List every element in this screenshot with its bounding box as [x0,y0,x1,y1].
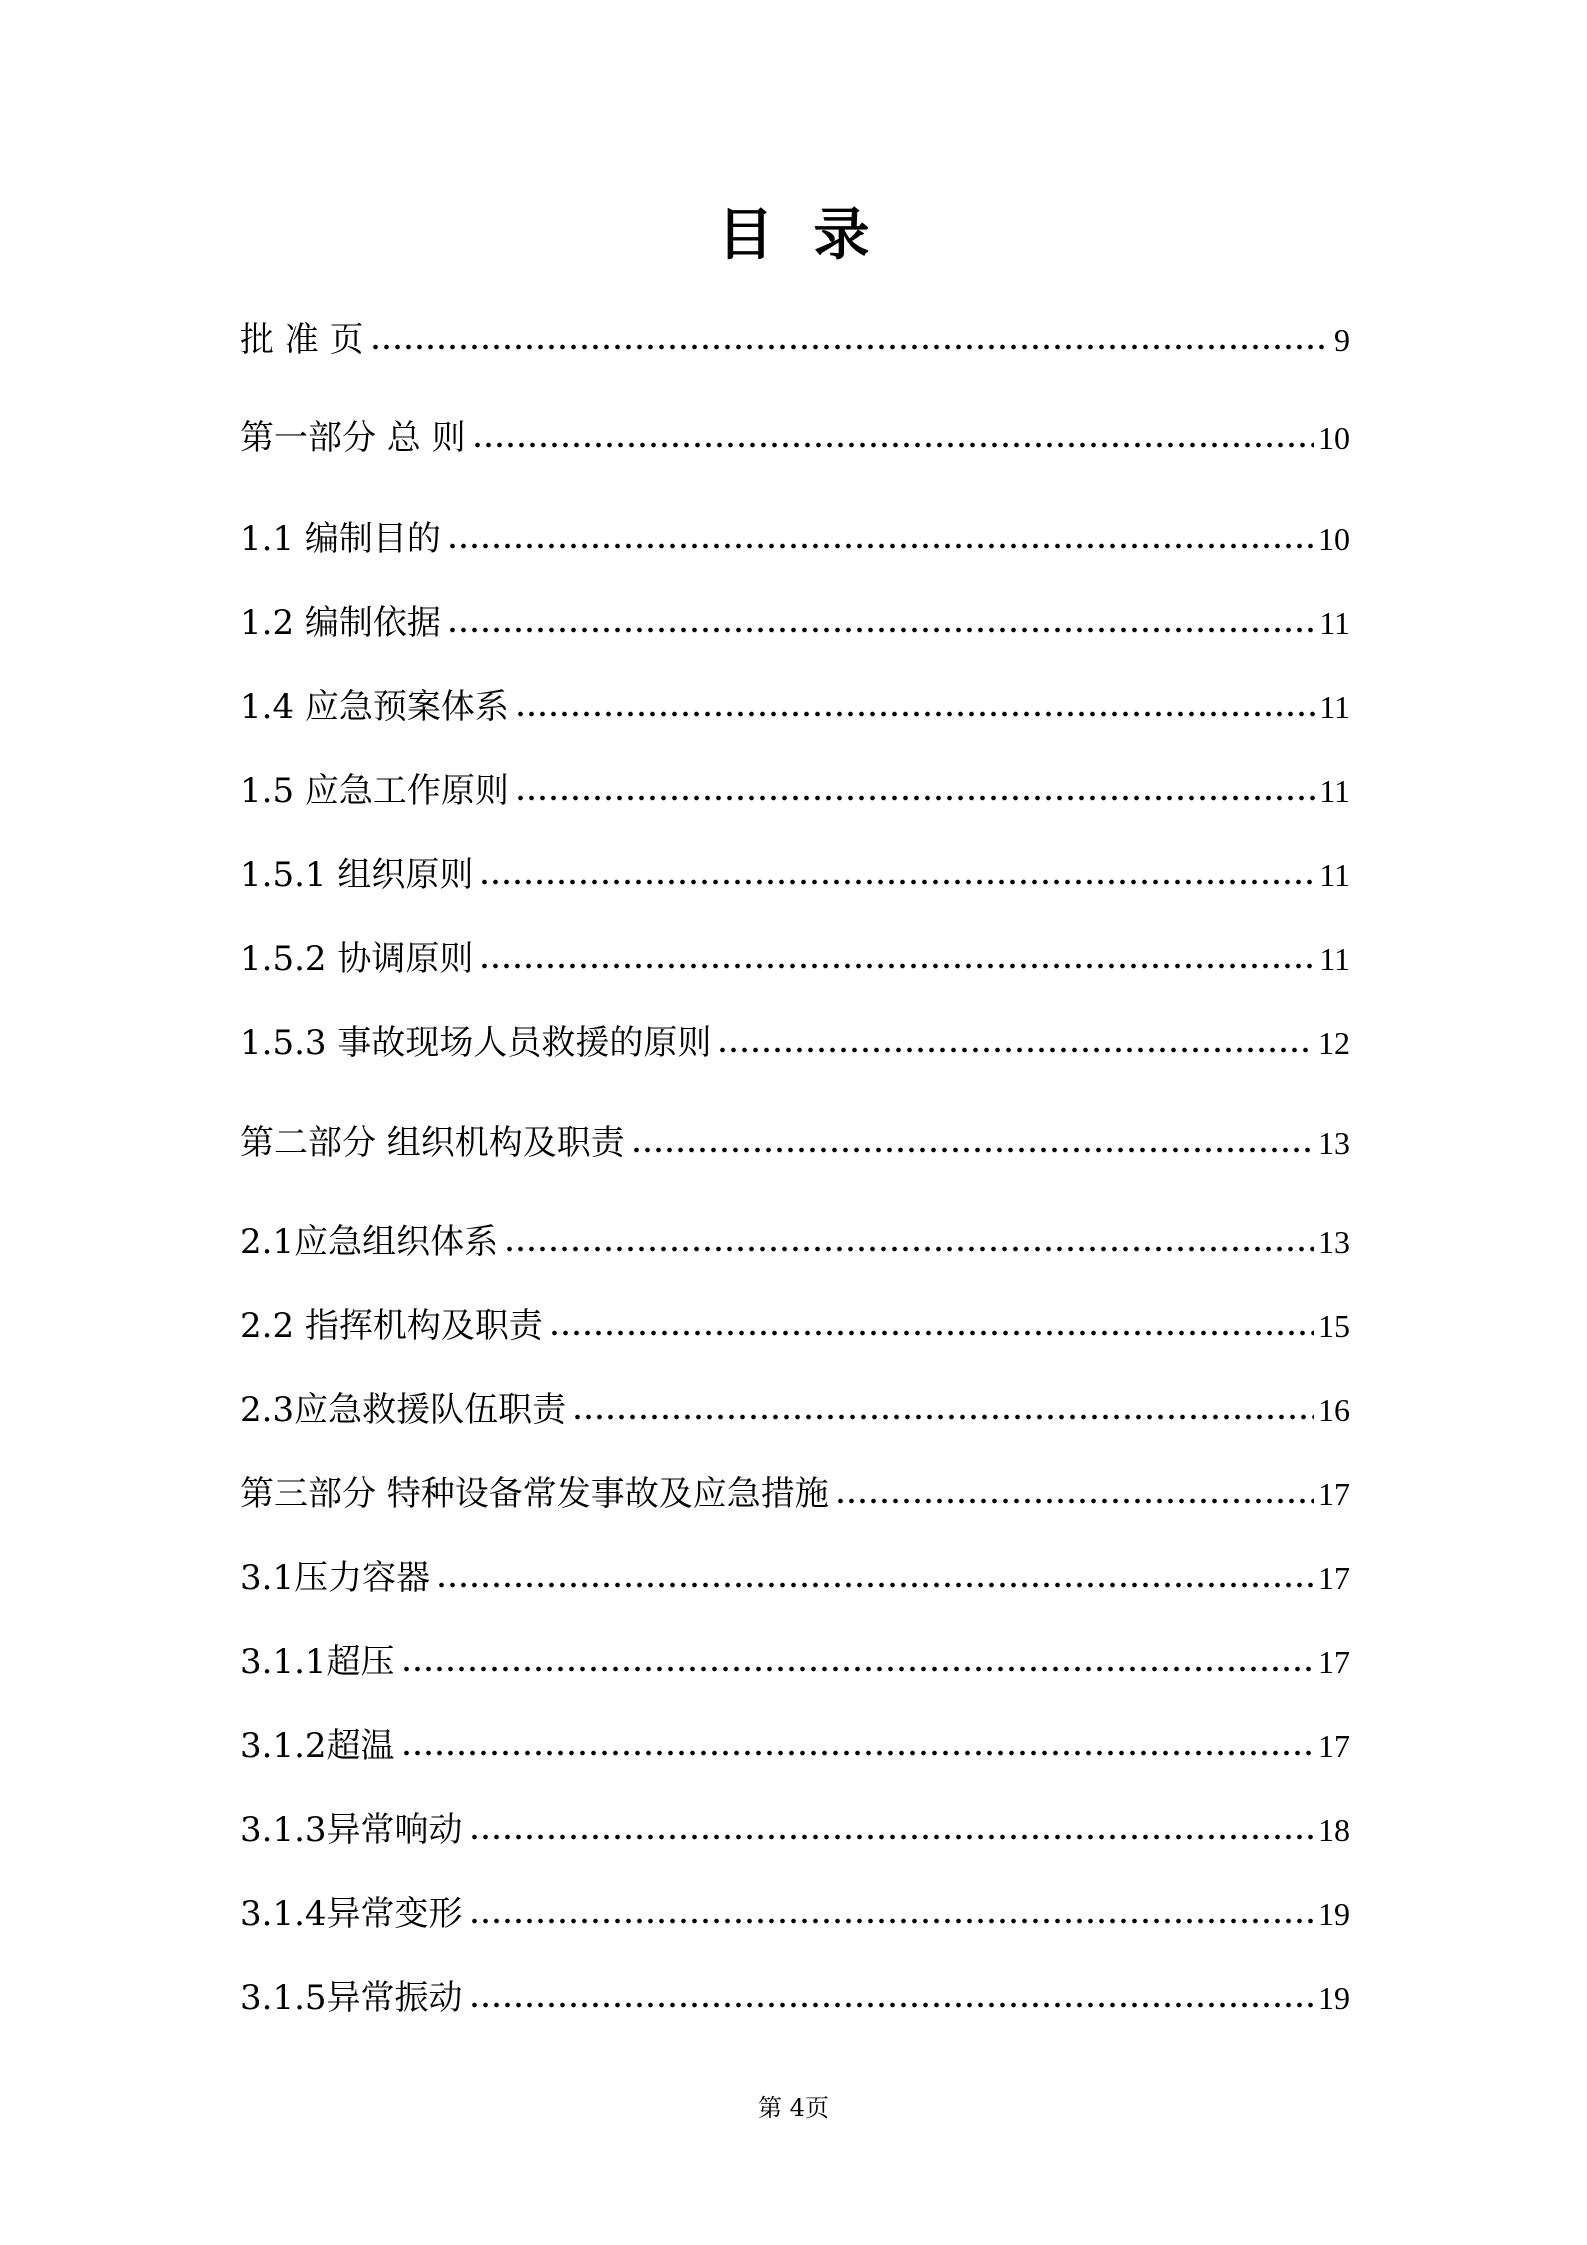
toc-entry[interactable] [240,1375,1350,1435]
toc-entry-label: 1.1 编制目的 [240,519,441,559]
toc-entry-label: 第二部分 组织机构及职责 [240,1123,625,1163]
toc-entry[interactable] [240,1459,1350,1519]
toc-entry-page: 17 [1318,1560,1350,1596]
toc-entry-label: 第三部分 特种设备常发事故及应急措施 [240,1474,829,1514]
toc-entry-label: 1.4 应急预案体系 [240,687,509,727]
toc-entry-label: 2.1应急组织体系 [240,1222,499,1262]
toc-entry[interactable] [240,924,1350,984]
toc-entry[interactable] [240,1008,1350,1068]
toc-entry-page: 10 [1318,420,1350,456]
toc-entry-label: 1.5.3 事故现场人员救援的原则 [240,1023,712,1063]
toc-entry[interactable] [240,1627,1350,1687]
toc-entry[interactable] [240,672,1350,732]
dot-leader [549,1327,1314,1339]
toc-entry[interactable] [240,504,1350,564]
dot-leader [469,1999,1314,2011]
dot-leader [479,876,1315,888]
dot-leader [515,708,1315,720]
toc-entry-label: 1.5.1 组织原则 [240,855,474,895]
toc-entry-label: 1.2 编制依据 [240,603,441,643]
dot-leader [504,1243,1314,1255]
toc-entry-label: 3.1.3异常响动 [240,1810,463,1850]
dot-leader [472,439,1314,451]
toc-entry-label: 批 准 页 [240,320,364,360]
toc-entry[interactable] [240,1963,1350,2023]
dot-leader [401,1663,1314,1675]
toc-entry[interactable] [240,1795,1350,1855]
toc-entry-page: 17 [1318,1644,1350,1680]
toc-entry-label: 3.1.2超温 [240,1726,395,1766]
toc-entry-page: 19 [1318,1980,1350,2016]
toc-entry-label: 3.1.1超压 [240,1642,395,1682]
toc-entry[interactable] [240,305,1350,365]
dot-leader [436,1579,1314,1591]
dot-leader [631,1144,1314,1156]
toc-entry-page: 17 [1318,1728,1350,1764]
dot-leader [572,1411,1314,1423]
dot-leader [469,1831,1314,1843]
toc-entry-label: 3.1压力容器 [240,1558,431,1598]
page-title: 目录 [717,202,910,268]
toc-entry[interactable] [240,1291,1350,1351]
toc-entry[interactable] [240,1711,1350,1771]
toc-entry[interactable] [240,756,1350,816]
toc-entry-page: 17 [1318,1476,1350,1512]
toc-entry-page: 9 [1334,322,1350,358]
dot-leader [447,540,1314,552]
toc-entry-page: 18 [1318,1812,1350,1848]
toc-entry-label: 2.2 指挥机构及职责 [240,1306,543,1346]
toc-entry[interactable] [240,1543,1350,1603]
toc-entry[interactable] [240,1108,1350,1168]
dot-leader [717,1044,1314,1056]
dot-leader [479,960,1315,972]
toc-entry[interactable] [240,840,1350,900]
page-number-footer: 第 4页 [758,2094,829,2122]
toc-entry-page: 13 [1318,1224,1350,1260]
dot-leader [370,341,1330,353]
toc-entry-page: 16 [1318,1392,1350,1428]
dot-leader [447,624,1315,636]
toc-entry-page: 11 [1319,605,1350,641]
dot-leader [469,1915,1314,1927]
toc-entry-page: 19 [1318,1896,1350,1932]
toc-entry-label: 第一部分 总 则 [240,418,466,458]
toc-entry-label: 1.5 应急工作原则 [240,771,509,811]
toc-entry-page: 15 [1318,1308,1350,1344]
toc-entry[interactable] [240,1879,1350,1939]
dot-leader [515,792,1315,804]
toc-entry-page: 11 [1319,941,1350,977]
toc-entry-page: 11 [1319,773,1350,809]
toc-entry-page: 11 [1319,689,1350,725]
toc-entry[interactable] [240,588,1350,648]
toc-entry-label: 2.3应急救援队伍职责 [240,1390,567,1430]
toc-entry-label: 1.5.2 协调原则 [240,939,474,979]
toc-entry[interactable] [240,1207,1350,1267]
toc-entry-label: 3.1.5异常振动 [240,1978,463,2018]
toc-entry-page: 12 [1318,1025,1350,1061]
dot-leader [401,1747,1314,1759]
toc-entry-page: 11 [1319,857,1350,893]
toc-entry[interactable] [240,403,1350,463]
toc-entry-label: 3.1.4异常变形 [240,1894,463,1934]
toc-entry-page: 10 [1318,521,1350,557]
toc-entry-page: 13 [1318,1125,1350,1161]
dot-leader [835,1495,1314,1507]
